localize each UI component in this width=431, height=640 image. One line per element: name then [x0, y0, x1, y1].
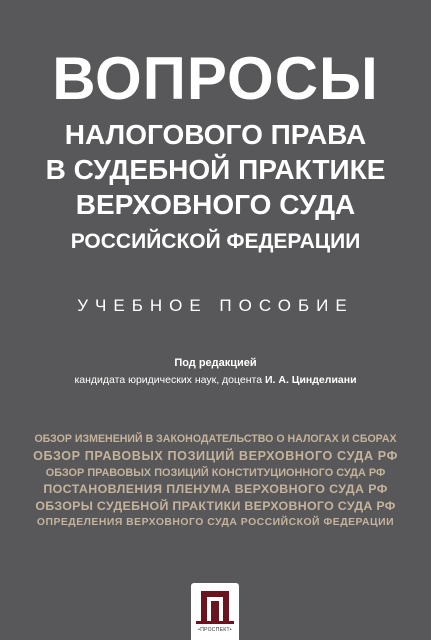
contents-item: ОБЗОРЫ СУДЕБНОЙ ПРАКТИКИ ВЕРХОВНОГО СУДА РФ	[35, 499, 396, 514]
editor-prefix: кандидата юридических наук, доцента	[74, 374, 265, 386]
contents-item: ПОСТАНОВЛЕНИЯ ПЛЕНУМА ВЕРХОВНОГО СУДА РФ	[43, 482, 388, 497]
publisher-logo	[191, 583, 239, 640]
publisher-name: •ПРОСПЕКТ•	[198, 627, 232, 633]
contents-item: ОБЗОР ИЗМЕНЕНИЙ В ЗАКОНОДАТЕЛЬСТВО О НАЛОГАХ И СБОРАХ	[34, 433, 397, 445]
contents-item: ОБЗОР ПРАВОВЫХ ПОЗИЦИЙ КОНСТИТУЦИОННОГО СУДА РФ	[45, 466, 386, 479]
contents-item: ОПРЕДЕЛЕНИЯ ВЕРХОВНОГО СУДА РОССИЙСКОЙ ФЕДЕРАЦИИ	[36, 516, 395, 528]
book-type-label: УЧЕБНОЕ ПОСОБИЕ	[77, 296, 354, 315]
editor-name: И. А. Цинделиани	[265, 374, 357, 386]
title-line: НАЛОГОВОГО ПРАВА	[64, 119, 367, 150]
title-line: ВЕРХОВНОГО СУДА	[75, 189, 356, 220]
title-main: ВОПРОСЫ	[52, 45, 379, 112]
contents-list	[0, 431, 431, 532]
title-line: В СУДЕБНОЙ ПРАКТИКЕ	[45, 154, 386, 185]
contents-item: ОБЗОР ПРАВОВЫХ ПОЗИЦИЙ ВЕРХОВНОГО СУДА РФ	[33, 448, 398, 463]
title-line-country: РОССИЙСКОЙ ФЕДЕРАЦИИ	[70, 230, 361, 253]
editor-credentials	[0, 374, 431, 386]
title-subtitle-block	[0, 117, 431, 222]
prospekt-logo-icon	[191, 583, 239, 627]
editor-heading: Под редакцией	[174, 357, 257, 369]
